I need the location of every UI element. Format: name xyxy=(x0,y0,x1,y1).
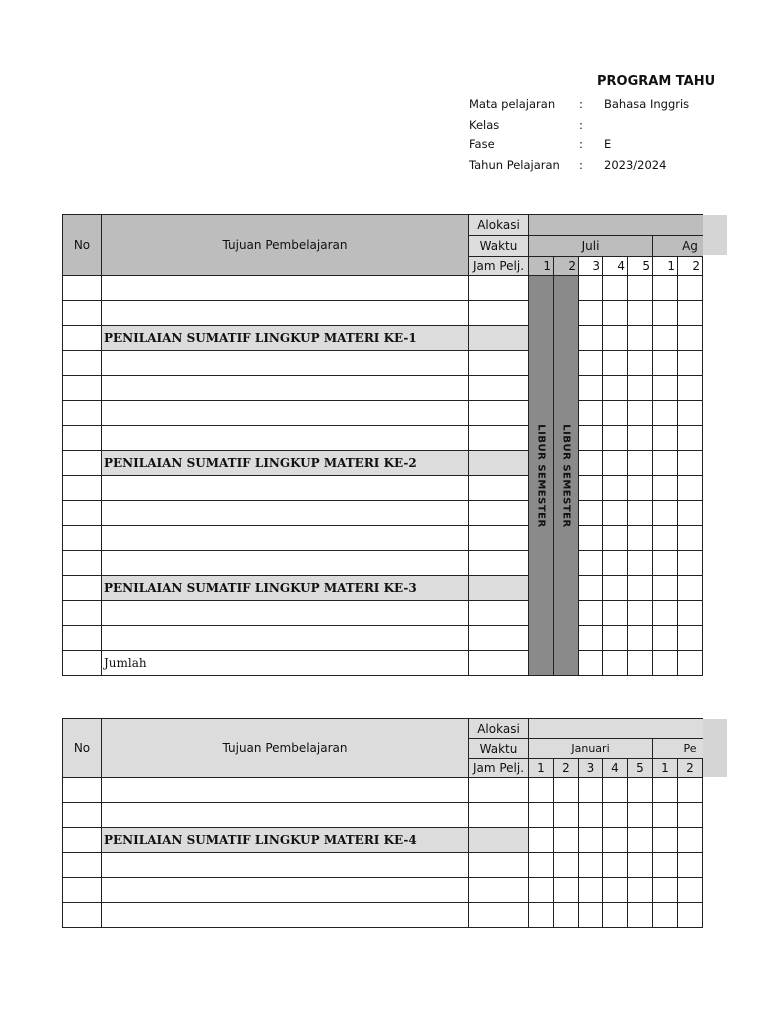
table-row xyxy=(63,576,704,601)
week-number: 1 xyxy=(529,759,554,778)
table-row xyxy=(63,276,704,301)
header-jam-pelj: Jam Pelj. xyxy=(469,759,529,778)
meta-colon: : xyxy=(579,158,583,172)
week-number: 2 xyxy=(554,257,579,276)
header-alokasi: Alokasi xyxy=(469,719,529,739)
meta-colon: : xyxy=(579,118,583,132)
penilaian-sumatif-row: PENILAIAN SUMATIF LINGKUP MATERI KE-2 xyxy=(102,451,469,476)
penilaian-sumatif-row: PENILAIAN SUMATIF LINGKUP MATERI KE-1 xyxy=(102,326,469,351)
table-row xyxy=(63,451,704,476)
week-number: 1 xyxy=(653,257,678,276)
table-row xyxy=(63,501,704,526)
table-row xyxy=(63,878,704,903)
week-number: 4 xyxy=(603,257,628,276)
page-title: PROGRAM TAHU xyxy=(597,74,716,89)
header-waktu: Waktu xyxy=(469,739,529,759)
libur-semester-column xyxy=(529,276,554,676)
week-number: 2 xyxy=(678,759,703,778)
table-row xyxy=(63,401,704,426)
table-row xyxy=(63,601,704,626)
table-row xyxy=(63,376,704,401)
program-table-2 xyxy=(62,718,703,928)
week-number: 5 xyxy=(628,759,653,778)
meta-colon: : xyxy=(579,137,583,151)
table-row xyxy=(63,778,704,803)
header-shade-edge xyxy=(703,719,727,777)
table-row xyxy=(63,526,704,551)
header-waktu: Waktu xyxy=(469,236,529,257)
table-row xyxy=(63,903,704,928)
header-shade-edge xyxy=(703,215,727,255)
header-tujuan-pembelajaran: Tujuan Pembelajaran xyxy=(102,719,469,778)
week-number: 3 xyxy=(579,257,603,276)
week-number xyxy=(703,257,704,276)
week-number: 2 xyxy=(678,257,703,276)
libur-semester-label: LIBUR SEMESTER xyxy=(535,423,547,528)
table-row xyxy=(63,828,704,853)
header-no: No xyxy=(63,719,102,778)
header-month-band xyxy=(529,215,704,236)
week-number: 2 xyxy=(554,759,579,778)
meta-label: Mata pelajaran xyxy=(469,97,556,111)
header-no: No xyxy=(63,215,102,276)
table-row xyxy=(63,351,704,376)
table-row xyxy=(63,651,704,676)
week-number: 1 xyxy=(529,257,554,276)
table-row xyxy=(63,551,704,576)
header-jam-pelj: Jam Pelj. xyxy=(469,257,529,276)
meta-value: E xyxy=(604,137,612,151)
jumlah-row-label: Jumlah xyxy=(102,651,469,676)
header-month-band xyxy=(529,719,704,739)
table-row xyxy=(63,476,704,501)
meta-label: Kelas xyxy=(469,118,500,132)
table-row xyxy=(63,301,704,326)
program-table-1 xyxy=(62,214,703,676)
week-number xyxy=(703,759,704,778)
header-alokasi: Alokasi xyxy=(469,215,529,236)
meta-colon: : xyxy=(579,97,583,111)
meta-label: Fase xyxy=(469,137,495,151)
week-number: 4 xyxy=(603,759,628,778)
meta-label: Tahun Pelajaran xyxy=(469,158,560,172)
penilaian-sumatif-row: PENILAIAN SUMATIF LINGKUP MATERI KE-4 xyxy=(102,828,469,853)
meta-value: Bahasa Inggris xyxy=(604,97,690,111)
month-agustus: Ag xyxy=(653,236,704,257)
table-row xyxy=(63,626,704,651)
libur-semester-column xyxy=(554,276,579,676)
header-tujuan-pembelajaran: Tujuan Pembelajaran xyxy=(102,215,469,276)
libur-semester-label: LIBUR SEMESTER xyxy=(560,423,572,528)
table-row xyxy=(63,426,704,451)
week-number: 3 xyxy=(579,759,603,778)
month-juli: Juli xyxy=(529,236,653,257)
penilaian-sumatif-row: PENILAIAN SUMATIF LINGKUP MATERI KE-3 xyxy=(102,576,469,601)
table-row xyxy=(63,853,704,878)
week-number: 1 xyxy=(653,759,678,778)
month-januari: Januari xyxy=(529,739,653,759)
table-row xyxy=(63,326,704,351)
meta-value: 2023/2024 xyxy=(604,158,667,172)
month-februari: Pe xyxy=(653,739,704,759)
table-row xyxy=(63,803,704,828)
week-number: 5 xyxy=(628,257,653,276)
